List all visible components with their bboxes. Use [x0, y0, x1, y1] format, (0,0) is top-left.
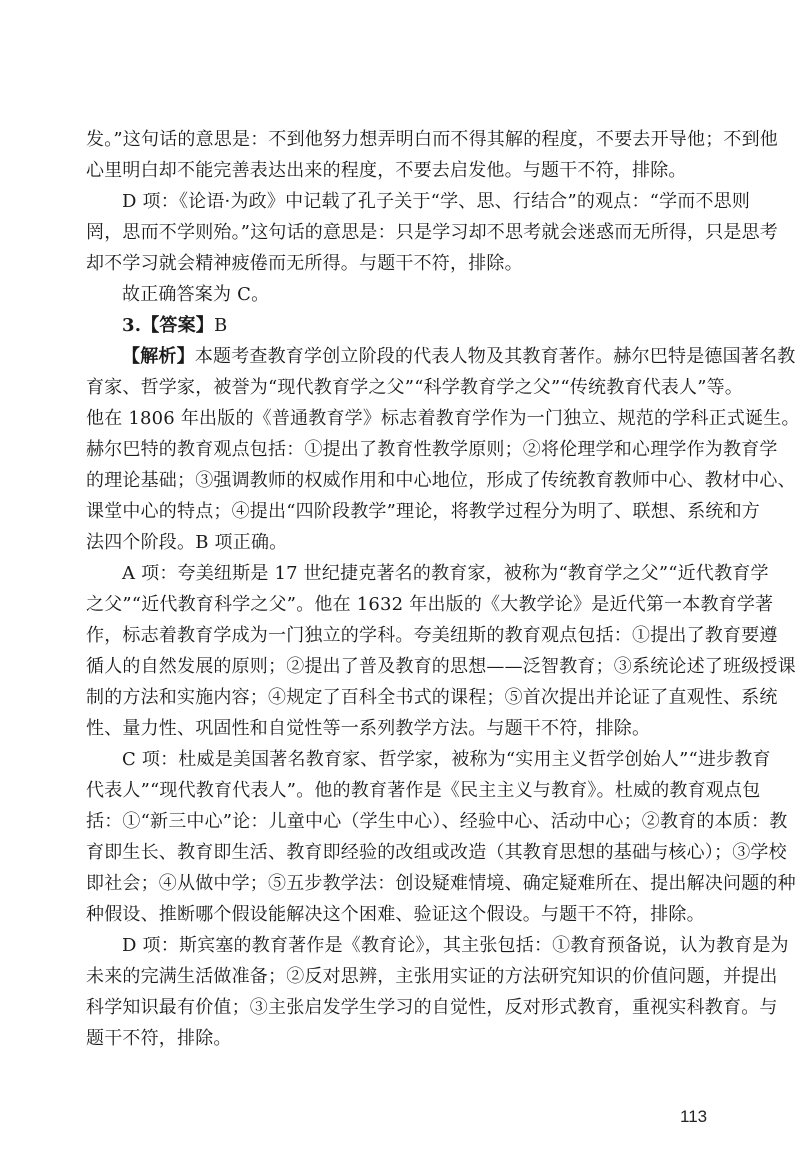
- paragraph-correct-answer: [86, 279, 716, 310]
- paragraph-option-c: [86, 744, 796, 930]
- answer-value: B: [214, 315, 228, 336]
- text-line: 育家、哲学家，被誉为“现代教育学之父”“科学教育学之父”“传统教育代表人”等。: [86, 377, 744, 398]
- text-line: 罔，思而不学则殆。”这句话的意思是：只是学习却不思考就会迷惑而无所得，只是思考: [86, 222, 778, 243]
- text-line: A 项：夸美纽斯是 17 世纪捷克著名的教育家，被称为“教育学之父”“近代教育学: [122, 563, 769, 584]
- paragraph-option-d-lunyu: [86, 186, 778, 279]
- paragraph-analysis: [86, 341, 800, 558]
- text-line: 发。”这句话的意思是：不到他努力想弄明白而不得其解的程度，不要去开导他；不到他: [86, 129, 778, 150]
- paragraph-option-d-spencer: [86, 930, 789, 1054]
- text-line: D 项：斯宾塞的教育著作是《教育论》，其主张包括：①教育预备说，认为教育是为: [122, 935, 789, 956]
- text-line: 法四个阶段。B 项正确。: [86, 532, 288, 553]
- analysis-label: 【解析】: [122, 346, 195, 367]
- text-line: 的理论基础；③强调教师的权威作用和中心地位，形成了传统教育教师中心、教材中心、: [86, 470, 796, 491]
- text-line: 即社会；④从做中学；⑤五步教学法：创设疑难情境、确定疑难所在、提出解决问题的种: [86, 873, 796, 894]
- text-line: 括：①“新三中心”论：儿童中心（学生中心）、经验中心、活动中心；②教育的本质：教: [86, 811, 788, 832]
- text-line: 作，标志着教育学成为一门独立的学科。夸美纽斯的教育观点包括：①提出了教育要遵: [86, 625, 778, 646]
- text-line: 种假设、推断哪个假设能解决这个困难、验证这个假设。与题干不符，排除。: [86, 904, 705, 925]
- analysis-line: [86, 341, 796, 372]
- text-line: 制的方法和实施内容；④规定了百科全书式的课程；⑤首次提出并论证了直观性、系统: [86, 687, 778, 708]
- text-line: 赫尔巴特的教育观点包括：①提出了教育性教学原则；②将伦理学和心理学作为教育学: [86, 439, 778, 460]
- text-line: 他在 1806 年出版的《普通教育学》标志着教育学作为一门独立、规范的学科正式诞生。: [86, 408, 800, 429]
- text-line: 科学知识最有价值；③主张启发学生学习的自觉性，反对形式教育，重视实科教育。与: [86, 997, 778, 1018]
- document-body: [86, 124, 800, 1054]
- text-line: 代表人”“现代教育代表人”。他的教育著作是《民主主义与教育》。杜威的教育观点包: [86, 780, 761, 801]
- paragraph-option-a: [86, 558, 796, 744]
- paragraph-answer-3: [86, 310, 716, 341]
- text-line: 心里明白却不能完善表达出来的程度，不要去启发他。与题干不符，排除。: [86, 160, 687, 181]
- answer-label: 3.【答案】: [122, 315, 214, 336]
- text-line: 之父”“近代教育科学之父”。他在 1632 年出版的《大教学论》是近代第一本教育学著: [86, 594, 774, 615]
- paragraph-option-b-ending: [86, 124, 778, 186]
- text-line: 育即生长、教育即生活、教育即经验的改组或改造（其教育思想的基础与核心）；③学校: [86, 842, 787, 863]
- text-line: C 项：杜威是美国著名教育家、哲学家，被称为“实用主义哲学创始人”“进步教育: [122, 749, 771, 770]
- text-line: 题干不符，排除。: [86, 1028, 232, 1049]
- text-line: 却不学习就会精神疲倦而无所得。与题干不符，排除。: [86, 253, 523, 274]
- text-line: 循人的自然发展的原则；②提出了普及教育的思想——泛智教育；③系统论述了班级授课: [86, 656, 796, 677]
- answer-line: [86, 310, 716, 341]
- text-line: 故正确答案为 C。: [122, 284, 270, 305]
- text-line: D 项：《论语·为政》中记载了孔子关于“学、思、行结合”的观点：“学而不思则: [122, 191, 751, 212]
- analysis-text: 本题考查教育学创立阶段的代表人物及其教育著作。赫尔巴特是德国著名教: [194, 346, 796, 367]
- page-number: 113: [680, 1107, 708, 1126]
- text-line: 性、量力性、巩固性和自觉性等一系列教学方法。与题干不符，排除。: [86, 718, 651, 739]
- text-line: 未来的完满生活做准备；②反对思辨，主张用实证的方法研究知识的价值问题，并提出: [86, 966, 778, 987]
- text-line: 课堂中心的特点；④提出“四阶段教学”理论，将教学过程分为明了、联想、系统和方: [86, 501, 761, 522]
